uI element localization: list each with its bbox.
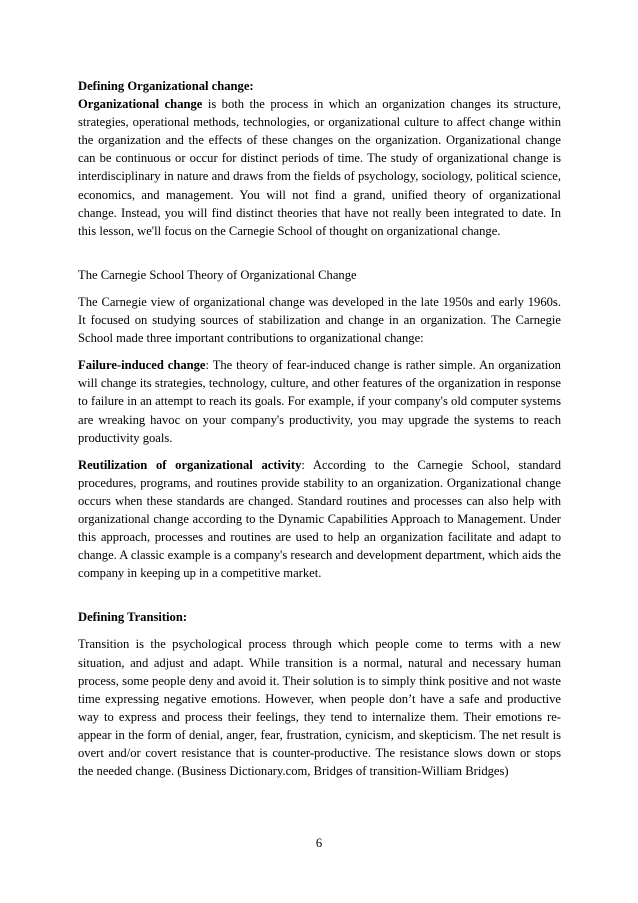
term-organizational-change: Organizational change — [78, 97, 203, 112]
paragraph-failure-induced-change-text: : The theory of fear-induced change is rather simple. An organization will change its strategies, technology, culture, and other features of the organization in response to failure in an attempt to reach its goals. For example, if your company's old computer systems are wreaking havoc on your company's productivity, you may upgrade the systems to reach productivity goals. — [78, 358, 561, 445]
document-page — [78, 77, 561, 780]
paragraph-transition: Transition is the psychological process through which people come to terms with a new situation, and adjust and adapt. While transition is a normal, natural and necessary human process, some people deny and avoid it. Their solution is to simply think positive and not waste time expressing negative emotions. However, when people don’t have a safe and productive way to express and process their feelings, they tend to internalize them. Their emotions re-appear in the form of denial, anger, fear, frustration, cynicism, and skepticism. The net result is overt and/or covert resistance that is counter-productive. The resistance slows down or stops the needed change. (Business Dictionary.com, Bridges of transition-William Bridges) — [78, 637, 561, 779]
paragraph-failure-induced-change — [78, 356, 561, 446]
term-failure-induced-change: Failure-induced change — [78, 358, 206, 373]
paragraph-organizational-change-text: is both the process in which an organization changes its structure, strategies, operational methods, technologies, or organizational culture to affect change within the organization and the effects of these changes on the organization. Organizational change can be continuous or occur for distinct periods of time. The study of organizational change is interdisciplinary in nature and draws from the fields of psychology, sociology, political science, economics, and management. You will not find a grand, unified theory of organizational change. Instead, you will find distinct theories that have not really been integrated to date. In this lesson, we'll focus on the Carnegie School of thought on organizational change. — [78, 97, 562, 238]
paragraph-reutilization — [78, 456, 561, 583]
heading-defining-transition: Defining Transition: — [78, 610, 188, 625]
paragraph-reutilization-text: : According to the Carnegie School, standard procedures, programs, and routines provide stability to an organization. Organizational change occurs when these standards are changed. Standard routines and processes can also help with organizational change according to the Dynamic Capabilities Approach to Management. Under this approach, processes and routines are used to help an organization facilitate and adapt to change. A classic example is a company's research and development department, which aids the company in keeping up in a competitive market. — [78, 457, 561, 581]
paragraph-organizational-change — [78, 95, 561, 240]
page-number: 6 — [315, 836, 323, 850]
paragraph-carnegie-view: The Carnegie view of organizational change was developed in the late 1950s and early 1960s. It focused on studying sources of stabilization and change in an organization. The Carnegie School made three important contributions to organizational change: — [78, 294, 561, 346]
heading-defining-organizational-change: Defining Organizational change: — [78, 79, 254, 93]
subtitle-carnegie-school-theory: The Carnegie School Theory of Organizational Change — [78, 267, 357, 282]
term-reutilization-organizational-activity: Reutilization of organizational activity — [78, 457, 302, 472]
